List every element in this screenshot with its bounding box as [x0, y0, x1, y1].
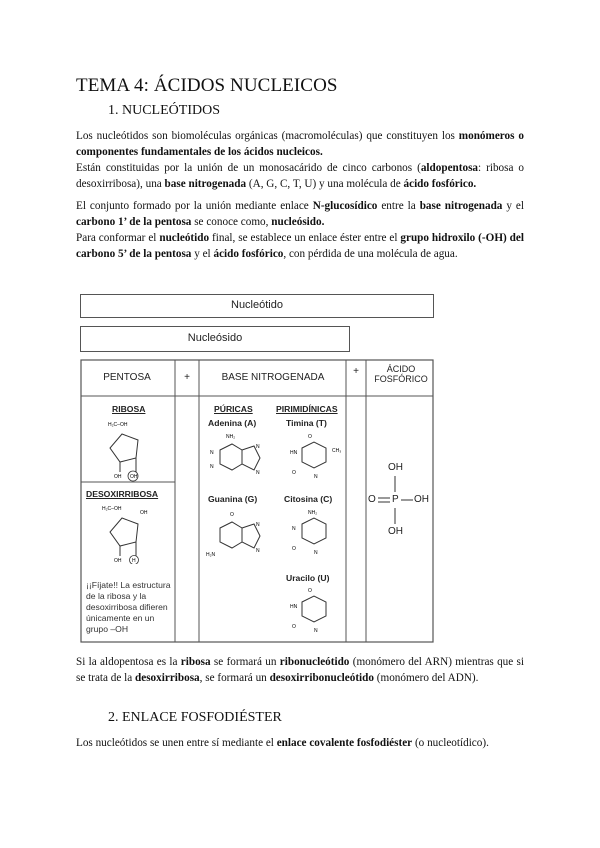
svg-text:NH₂: NH₂: [308, 510, 318, 516]
svg-text:HN: HN: [290, 604, 298, 610]
svg-text:O: O: [292, 624, 296, 630]
svg-text:H₂C–OH: H₂C–OH: [102, 506, 122, 512]
nucleotido-label: Nucleótido: [231, 299, 283, 311]
note-fijate: ¡¡Fíjate!! La estructura de la ribosa y la desoxirribosa difieren únicamente en un grupo –OH: [86, 580, 171, 634]
adenina-structure: [206, 430, 272, 484]
base-nitrogenada-header: BASE NITROGENADA: [221, 372, 325, 383]
svg-text:N: N: [314, 474, 318, 480]
svg-text:CH₃: CH₃: [332, 448, 342, 454]
svg-text:N: N: [256, 444, 260, 450]
pentosa-header: PENTOSA: [103, 372, 151, 383]
plus-sign-2: +: [353, 366, 359, 377]
uracilo-label: Uracilo (U): [286, 573, 330, 583]
desoxirribosa-label: DESOXIRRIBOSA: [86, 489, 159, 499]
svg-text:N: N: [210, 450, 214, 456]
paragraph-definition: Los nucleótidos son biomoléculas orgánicas (macromoléculas) que constituyen los monómeros o componentes fundamentales de los ácidos nucleicos. Están constituidas por la unión de un monosacárido de cinco carbonos (aldopentosa: ribosa o desoxirribosa), una base nitrogenada (A, G, C, T, U) y una molécula de ácido fosfórico.: [76, 130, 525, 190]
svg-text:N: N: [256, 522, 260, 528]
svg-text:N: N: [210, 464, 214, 470]
svg-text:N: N: [292, 526, 296, 532]
timina-structure: [288, 430, 344, 484]
svg-text:OH: OH: [140, 510, 148, 516]
nucleosido-header: [80, 326, 350, 352]
adenina-label: Adenina (A): [208, 418, 257, 428]
ribosa-label: RIBOSA: [112, 404, 146, 414]
svg-text:N: N: [314, 550, 318, 556]
svg-text:N: N: [256, 548, 260, 554]
svg-text:N: N: [256, 470, 260, 476]
svg-text:H: H: [132, 558, 136, 564]
desoxirribosa-structure: [100, 502, 160, 564]
svg-text:OH: OH: [130, 474, 138, 480]
svg-text:O: O: [230, 512, 234, 518]
nucleotido-header: [80, 294, 434, 318]
guanina-structure: [206, 508, 272, 562]
page-title: TEMA 4: ÁCIDOS NUCLEICOS: [76, 75, 338, 96]
svg-text:O: O: [308, 588, 312, 594]
svg-text:H₂N: H₂N: [206, 552, 216, 558]
svg-text:N: N: [314, 628, 318, 634]
section-heading-enlace: 2. ENLACE FOSFODIÉSTER: [108, 710, 282, 725]
uracilo-structure: [288, 584, 344, 638]
svg-text:O: O: [292, 470, 296, 476]
pirimidinicas-label: PIRIMIDÍNICAS: [276, 404, 338, 414]
timina-label: Timina (T): [286, 418, 327, 428]
nucleotide-figure: [78, 290, 438, 646]
svg-text:O: O: [292, 546, 296, 552]
acido-fosforico-header: ÁCIDO FOSFÓRICO: [374, 364, 428, 384]
section-heading-nucleotidos: 1. NUCLEÓTIDOS: [108, 103, 220, 118]
svg-text:HN: HN: [290, 450, 298, 456]
paragraph-nucleosido: El conjunto formado por la unión mediante enlace N-glucosídico entre la base nitrogenada y el carbono 1’ de la pentosa se conoce como, nucleósido. Para conformar el nucleótido final, se establece un enlace éster entre el grupo hidroxilo (-OH) del carbono 5’ de la pentosa y el ácido fosfórico, con pérdida de una molécula de agua.: [76, 200, 524, 260]
plus-sign-1: +: [184, 372, 190, 383]
svg-text:OH: OH: [114, 558, 122, 564]
nucleosido-label: Nucleósido: [187, 332, 243, 344]
svg-text:NH₂: NH₂: [226, 434, 236, 440]
ribosa-structure: [100, 418, 160, 482]
svg-text:OH: OH: [114, 474, 122, 480]
paragraph-fosfodiester: Los nucleótidos se unen entre sí mediante el enlace covalente fosfodiéster (o nucleotídico).: [76, 737, 489, 749]
svg-text:O: O: [308, 434, 312, 440]
paragraph-ribonucleotido: Si la aldopentosa es la ribosa se formará un ribonucleótido (monómero del ARN) mientras que si se trata de la desoxirribosa, se formará un desoxirribonucleótido (monómero del ADN).: [76, 656, 524, 684]
puricas-label: PÚRICAS: [214, 404, 253, 414]
guanina-label: Guanina (G): [208, 494, 258, 504]
svg-text:H₂C–OH: H₂C–OH: [108, 422, 128, 428]
citosina-structure: [288, 506, 344, 562]
citosina-label: Citosina (C): [284, 494, 333, 504]
acido-fosforico-structure: OH O P OH OH: [368, 462, 429, 537]
